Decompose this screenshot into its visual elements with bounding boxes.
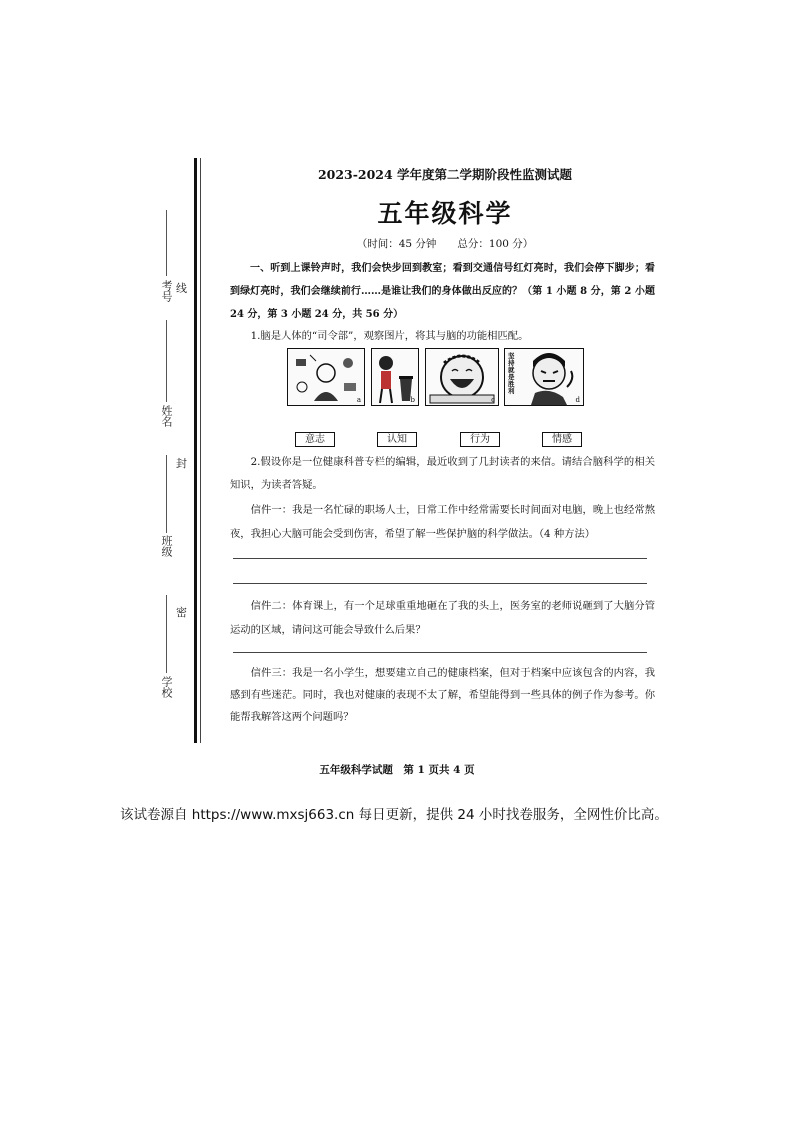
binding-margin [150, 200, 200, 740]
subject-title: 五年级科学 [377, 199, 513, 228]
field-line-class [166, 455, 167, 533]
picture-c-letter: c [491, 396, 495, 404]
laughing-face-icon [426, 349, 498, 405]
answer-line-1[interactable] [233, 558, 647, 559]
binding-border-thick [194, 158, 197, 743]
binding-mark-line: 线 [176, 282, 187, 295]
letter-1: 信件一：我是一名忙碌的职场人士，日常工作中经常需要长时间面对电脑，晚上也经常熬夜，我担心大脑可能会受到伤害，希望了解一些保护脑的科学做法。（4 种方法） [230, 504, 655, 540]
binding-border-thin [200, 158, 201, 743]
source-note: 该试卷源自 https://www.mxsj663.cn 每日更新，提供 24 小时找卷服务，全网性价比高。 [120, 807, 668, 823]
letter-3: 信件三：我是一名小学生，想要建立自己的健康档案，但对于档案中应该包含的内容，我感到有些迷茫。同时，我也对健康的表现不太了解，希望能得到一些具体的例子作为参考。你能帮我解答这两个问题吗？ [230, 667, 655, 723]
function-option-behavior[interactable]: 行为 [460, 432, 500, 447]
question-1: 1.脑是人体的“司令部”，观察图片，将其与脑的功能相匹配。 [250, 330, 529, 342]
function-option-cognition[interactable]: 认知 [377, 432, 417, 447]
field-line-exam-number [166, 210, 167, 276]
field-line-name [166, 320, 167, 402]
field-line-school [166, 595, 167, 673]
binding-mark-secret: 密 [176, 606, 187, 619]
picture-c [425, 348, 499, 406]
binding-mark-seal: 封 [176, 457, 187, 470]
picture-d-letter: d [575, 396, 580, 404]
function-option-will[interactable]: 意志 [295, 432, 335, 447]
picture-a [287, 348, 365, 406]
picture-b [371, 348, 419, 406]
person-surrounded-by-objects-icon [288, 349, 364, 405]
picture-d-caption: 坚持就是胜利 [508, 352, 515, 395]
picture-a-letter: a [356, 396, 361, 404]
field-label-exam-number: 考号 [160, 280, 173, 302]
picture-b-letter: b [410, 396, 415, 404]
field-label-class: 班级 [160, 535, 173, 557]
page-footer: 五年级科学试题 第 1 页共 4 页 [319, 764, 475, 776]
answer-line-2[interactable] [233, 583, 647, 584]
function-option-emotion[interactable]: 情感 [542, 432, 582, 447]
time-info: （时间：45 分钟 总分：100 分） [356, 238, 534, 250]
question-2: 2.假设你是一位健康科普专栏的编辑，最近收到了几封读者的来信。请结合脑科学的相关知识，为读者答疑。 [230, 456, 655, 491]
field-label-name: 姓名 [160, 405, 173, 427]
letter-2: 信件二：体育课上，有一个足球重重地砸在了我的头上，医务室的老师说砸到了大脑分管运动的区域，请问这可能会导致什么后果？ [230, 600, 655, 636]
exam-title: 2023-2024 学年度第二学期阶段性监测试题 [317, 167, 573, 182]
field-label-school: 学校 [160, 676, 173, 698]
picture-d [504, 348, 584, 406]
answer-line-3[interactable] [233, 652, 647, 653]
section-intro: 一、听到上课铃声时，我们会快步回到教室；看到交通信号红灯亮时，我们会停下脚步；看到绿灯亮时，我们会继续前行……是谁让我们的身体做出反应的？（第 1 小题 8 分，第 2 小题 24 分，第 3 小题 24 分，共 56 分） [230, 263, 655, 320]
